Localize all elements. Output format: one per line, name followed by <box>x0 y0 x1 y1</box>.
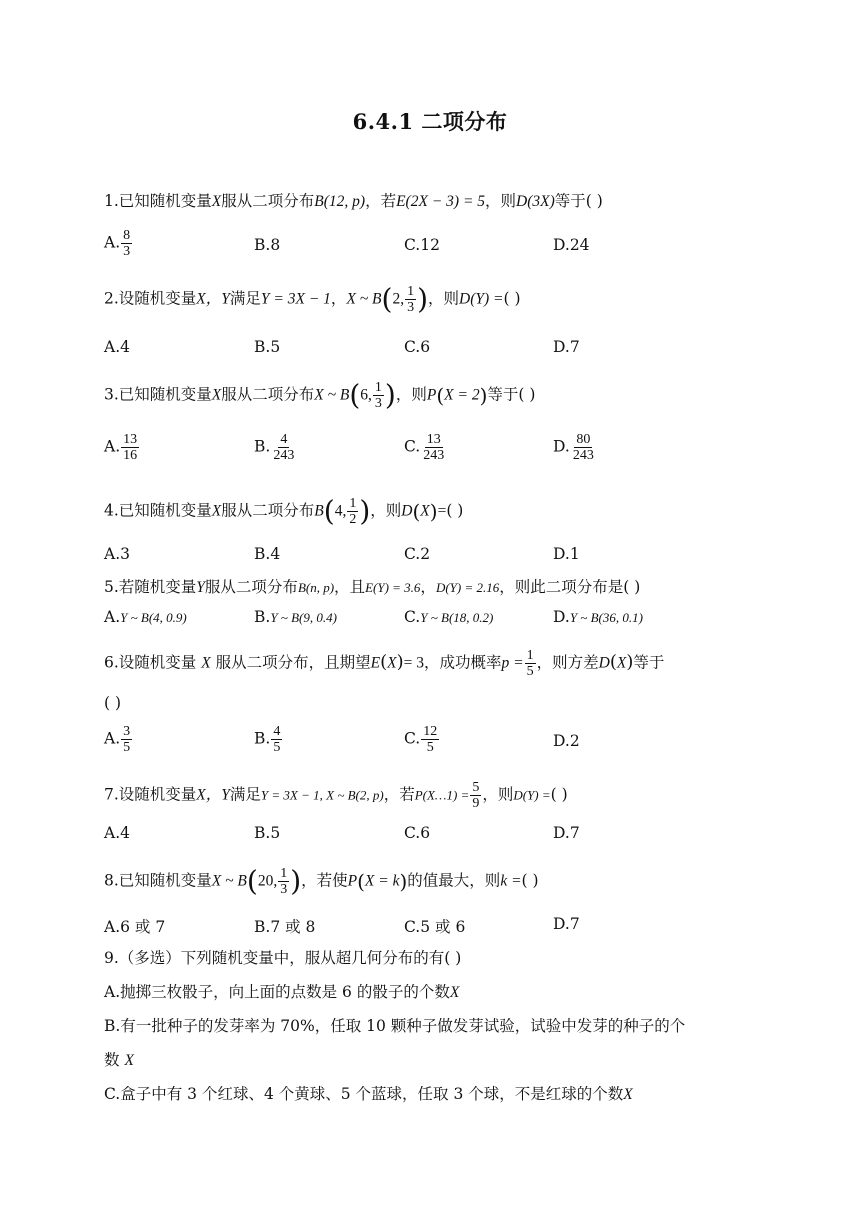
question-7-options <box>104 824 754 864</box>
question-3-stem: 3.已知随机变量X服从二项分布X ~ B(6, $\frac{1}{3}$ )，则P(X = 2)等于( ) <box>104 378 536 412</box>
option-b[interactable]: B. $\frac{4}{243}$ <box>254 432 295 463</box>
question-9-choice-b[interactable]: B.有一批种子的发芽率为 70%，任取 10 颗种子做发芽试验，试验中发芽的种子的个 <box>104 1017 686 1035</box>
question-2-stem: 2.设随机变量X，Y满足Y = 3X − 1，X ~ B(2, $\frac{1}{3}$ )，则D(Y) =( ) <box>104 282 521 316</box>
option-a[interactable]: A.Y ~ B(4, 0.9) <box>104 608 187 626</box>
option-c[interactable]: C.2 <box>404 545 431 563</box>
option-c[interactable]: C. $\frac{12}{5}$ <box>404 724 438 755</box>
page-title: 6.4.1 二项分布 <box>352 109 508 134</box>
option-b[interactable]: B.5 <box>254 824 281 842</box>
question-8-stem: 8.已知随机变量X ~ B(20, $\frac{1}{3}$ )，若使P(X = k)的值最大，则k =( ) <box>104 864 539 898</box>
option-c[interactable]: C.Y ~ B(18, 0.2) <box>404 608 494 626</box>
option-d[interactable]: D.24 <box>553 236 590 254</box>
option-a[interactable]: A. $\frac{3}{5}$ <box>104 724 131 755</box>
question-9-choice-c[interactable]: C.盒子中有 3 个红球、4 个黄球、5 个蓝球，任取 3 个球，不是红球的个数X <box>104 1085 633 1103</box>
question-6-stem: 6.设随机变量 X 服从二项分布，且期望E(X)= 3，成功概率p = $\frac{1}{5}$ ，则方差D(X)等于 <box>104 648 665 679</box>
question-5-options <box>104 608 754 648</box>
option-b[interactable]: B. $\frac{4}{5}$ <box>254 724 281 755</box>
option-d[interactable]: D.1 <box>553 545 580 563</box>
option-a[interactable]: A. $\frac{13}{16}$ <box>104 432 138 463</box>
option-d[interactable]: D.7 <box>553 915 580 933</box>
question-4-stem: 4.已知随机变量X服从二项分布B(4, $\frac{1}{2}$ )，则D(X)=( ) <box>104 494 464 528</box>
option-a[interactable]: A.4 <box>104 824 130 842</box>
option-a[interactable]: A. $\frac{8}{3}$ <box>104 228 131 259</box>
option-a[interactable]: A.6 或 7 <box>104 918 166 936</box>
option-b[interactable]: B.5 <box>254 338 281 356</box>
option-a[interactable]: A.4 <box>104 338 130 356</box>
option-b[interactable]: B.8 <box>254 236 281 254</box>
question-6-stem-line-2: ( ) <box>104 694 122 712</box>
option-c[interactable]: C.6 <box>404 824 431 842</box>
option-c[interactable]: C.12 <box>404 236 440 254</box>
question-1-stem: 1.已知随机变量X服从二项分布B(12, p)，若E(2X − 3) = 5，则D(3X)等于( ) <box>104 192 603 210</box>
option-c[interactable]: C.6 <box>404 338 431 356</box>
option-d[interactable]: D.7 <box>553 338 580 356</box>
option-d[interactable]: D.7 <box>553 824 580 842</box>
option-d[interactable]: D. $\frac{80}{243}$ <box>553 432 594 463</box>
option-b[interactable]: B.4 <box>254 545 281 563</box>
question-2-options <box>104 338 754 378</box>
question-7-stem: 7.设随机变量X，Y满足Y = 3X − 1, X ~ B(2, p)，若P(X…1) = $\frac{5}{9}$ ，则D(Y) =( ) <box>104 780 568 811</box>
question-6-options <box>104 724 754 764</box>
option-c[interactable]: C.5 或 6 <box>404 918 466 936</box>
question-9-choice-b-line-2: 数 X <box>104 1051 134 1069</box>
question-1-options <box>104 228 754 268</box>
option-d[interactable]: D.Y ~ B(36, 0.1) <box>553 608 643 626</box>
question-5-stem: 5.若随机变量Y服从二项分布B(n, p)，且E(Y) = 3.6，D(Y) = 2.16，则此二项分布是( ) <box>104 578 641 596</box>
question-3-options <box>104 432 754 472</box>
option-c[interactable]: C. $\frac{13}{243}$ <box>404 432 445 463</box>
question-9-stem: 9.（多选）下列随机变量中，服从超几何分布的有( ) <box>104 949 462 967</box>
option-a[interactable]: A.3 <box>104 545 130 563</box>
option-b[interactable]: B.7 或 8 <box>254 918 316 936</box>
question-9-choice-a[interactable]: A.抛掷三枚骰子，向上面的点数是 6 的骰子的个数X <box>104 983 460 1001</box>
option-b[interactable]: B.Y ~ B(9, 0.4) <box>254 608 337 626</box>
option-d[interactable]: D.2 <box>553 732 580 750</box>
